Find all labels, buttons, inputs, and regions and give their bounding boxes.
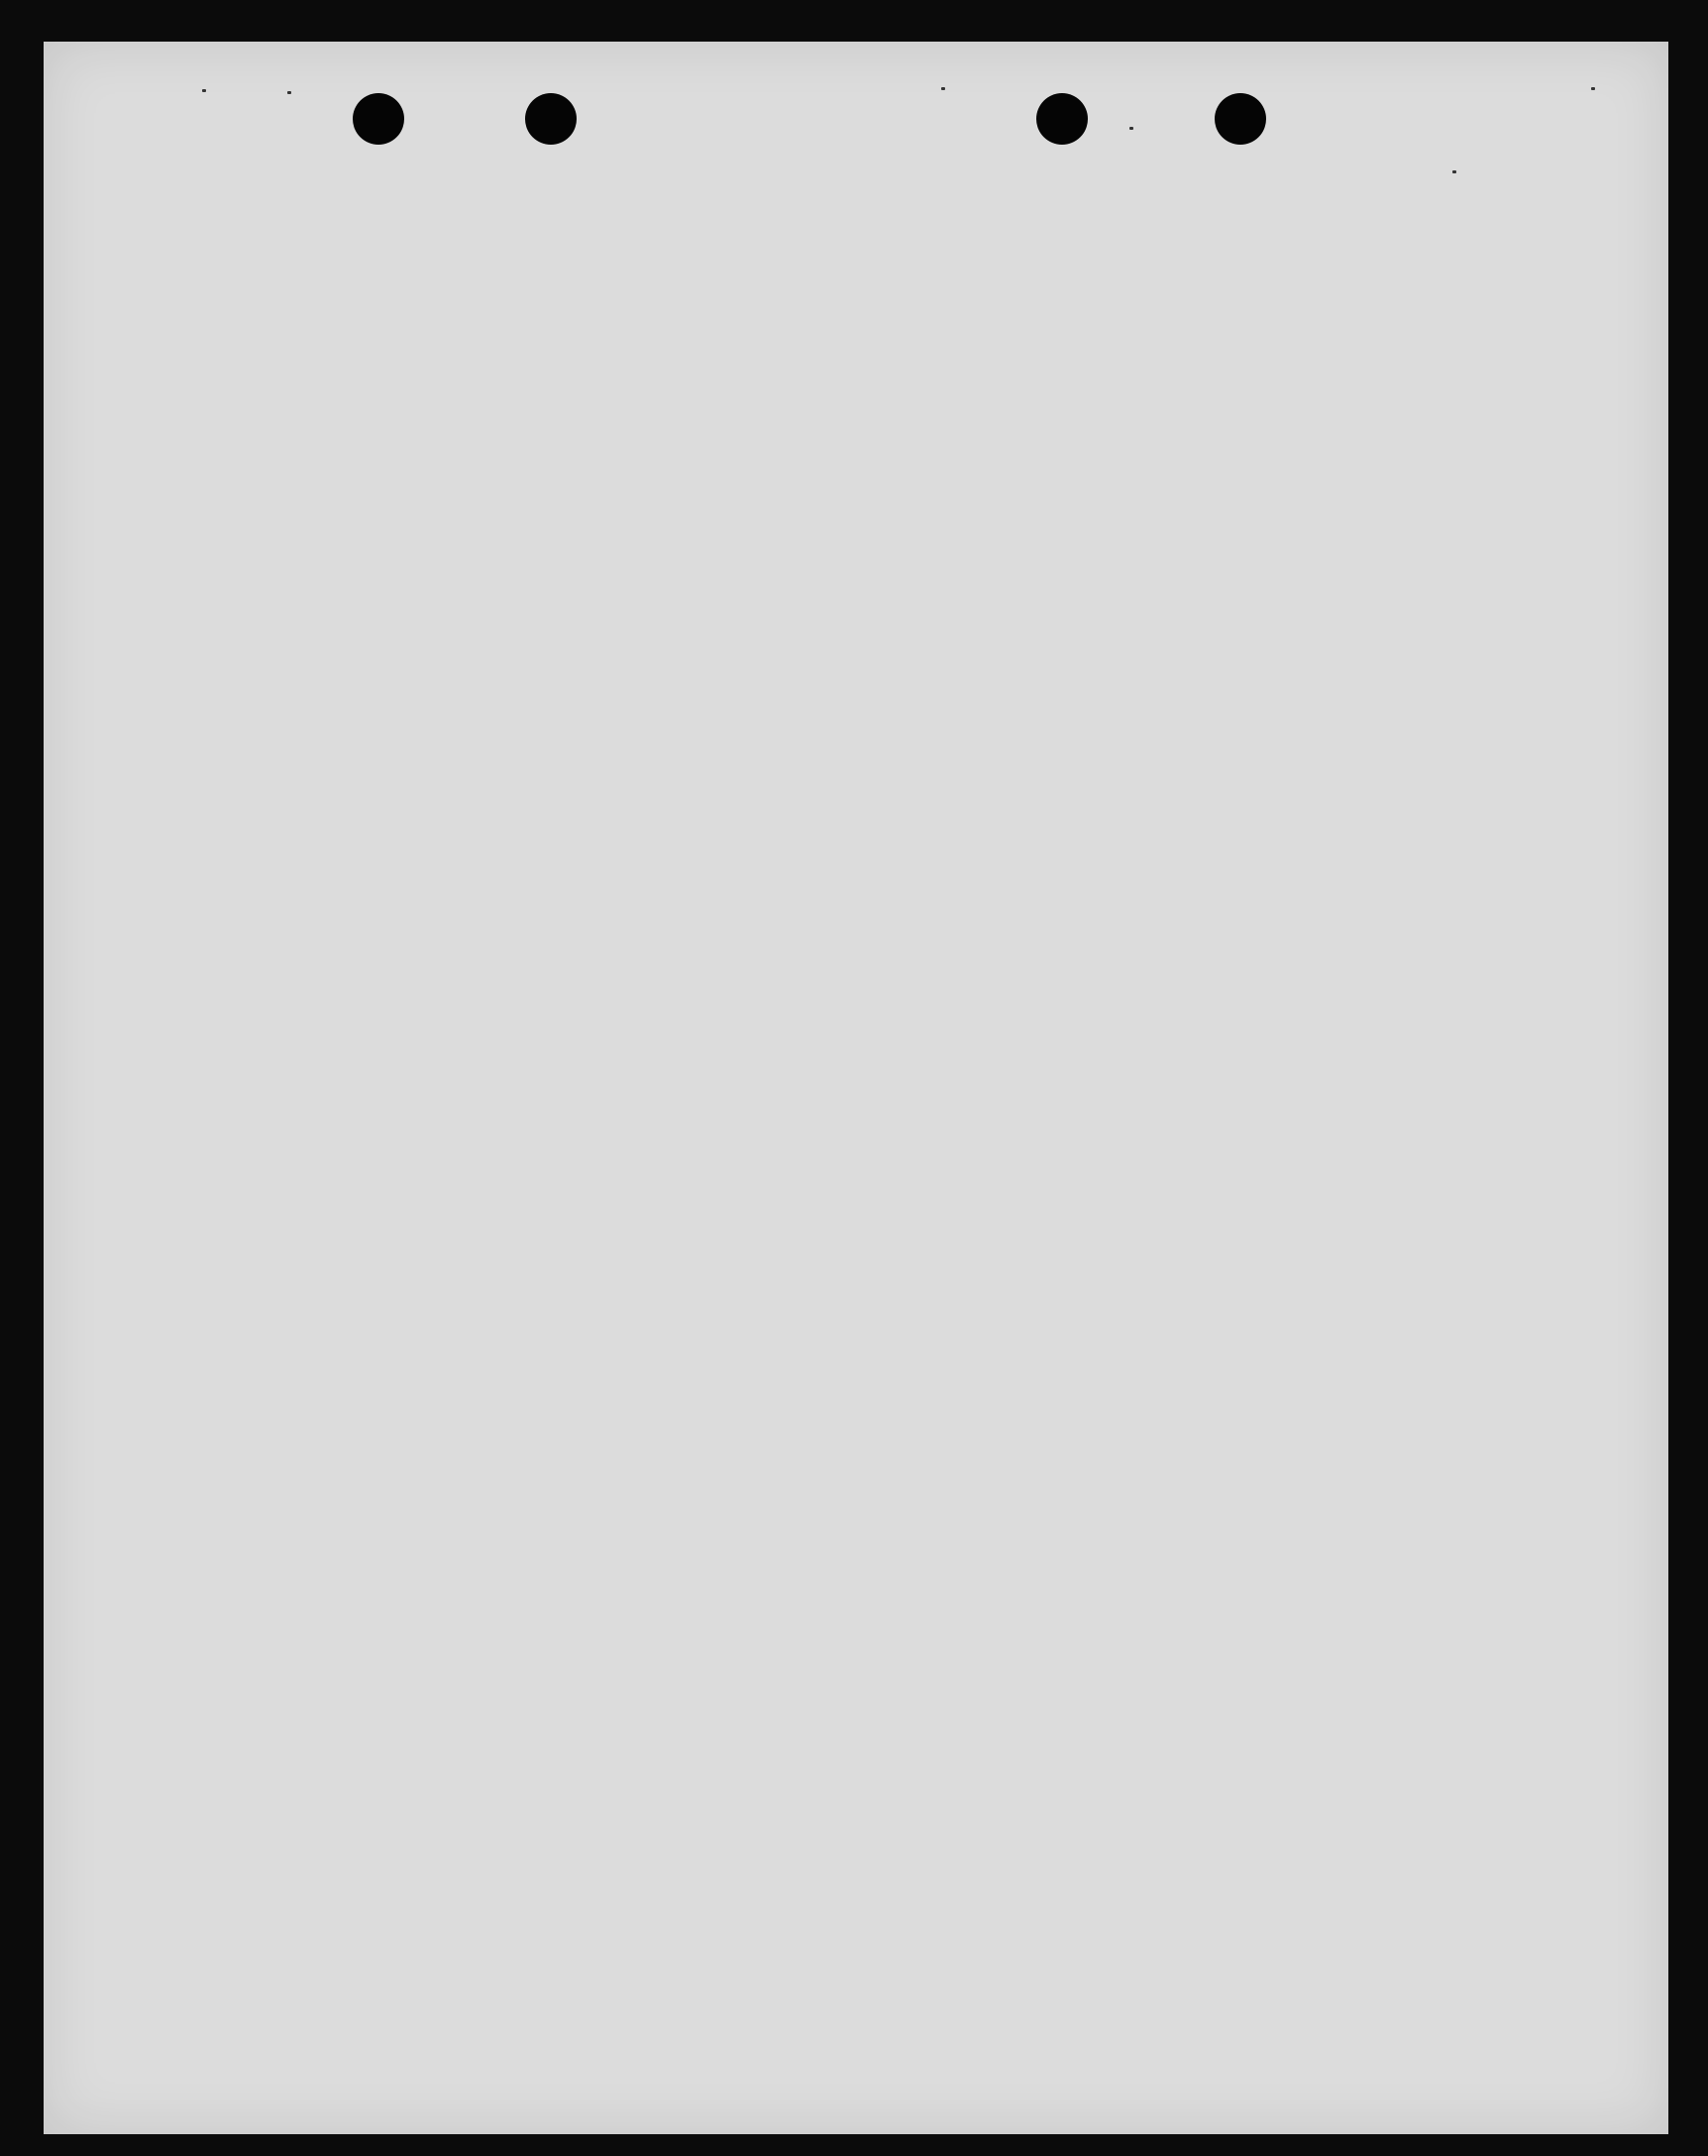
document-sheet (44, 42, 1668, 2134)
punch-hole (353, 93, 404, 145)
punch-hole (1215, 93, 1266, 145)
document-content (143, 159, 1573, 190)
speck (287, 91, 291, 94)
speck (202, 89, 206, 92)
punch-hole (1036, 93, 1088, 145)
speck (1129, 127, 1133, 130)
speck (941, 87, 945, 90)
punch-hole (525, 93, 577, 145)
speck (1591, 87, 1595, 90)
